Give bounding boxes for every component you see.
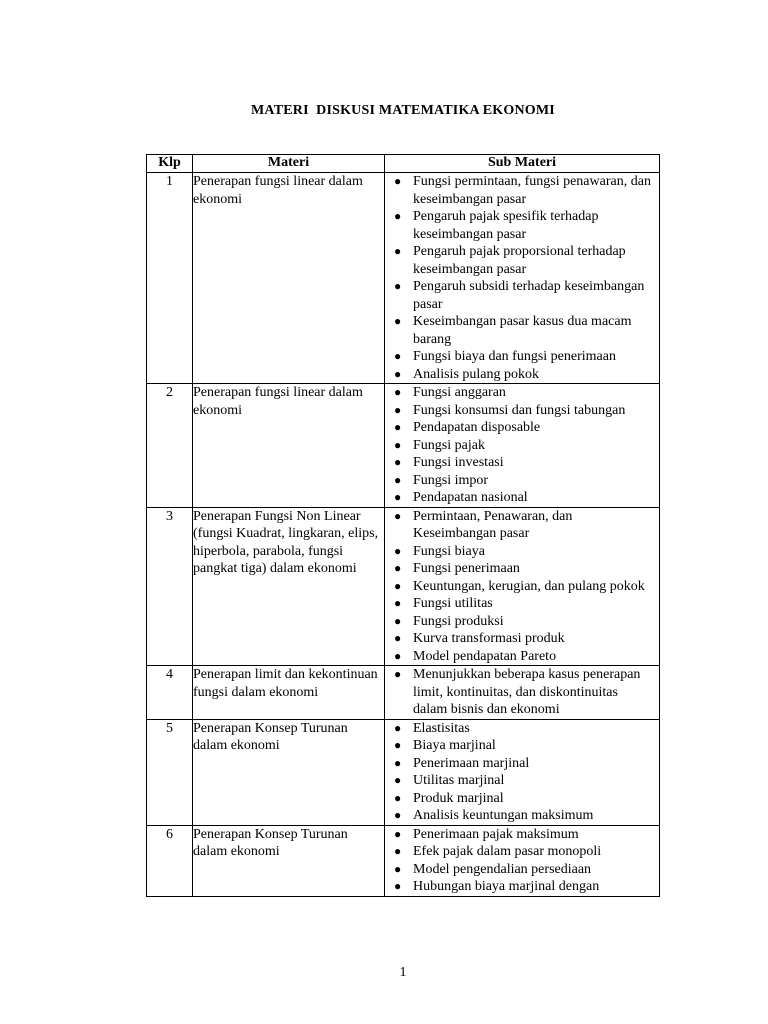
header-sub-materi: Sub Materi [385,155,660,173]
list-item [385,772,659,790]
bullet-icon: ● [394,314,402,328]
list-item [385,472,659,490]
sub-materi-text: Pengaruh pajak proporsional terhadap keseimbangan pasar [413,244,626,277]
sub-materi-cell [385,719,660,825]
klp-cell: 1 [147,173,193,384]
bullet-icon: ● [394,631,402,645]
sub-materi-text: Fungsi produksi [413,613,504,629]
bullet-icon: ● [394,455,402,469]
sub-materi-cell [385,666,660,720]
sub-materi-text: Keseimbangan pasar kasus dua macam barang [413,314,632,347]
bullet-icon: ● [394,420,402,434]
document-title: MATERI DISKUSI MATEMATIKA EKONOMI [251,103,555,118]
sub-materi-list [385,666,659,719]
sub-materi-text: Model pendapatan Pareto [413,648,557,664]
sub-materi-text: Pendapatan disposable [413,420,541,435]
sub-materi-text: Hubungan biaya marjinal dengan [413,879,600,894]
sub-materi-text: Produk marjinal [413,790,504,806]
list-item [385,826,659,844]
list-item [385,384,659,402]
materi-cell: Penerapan fungsi linear dalam ekonomi [193,384,385,508]
bullet-icon: ● [394,472,402,487]
list-item [385,861,659,879]
bullet-icon: ● [394,244,402,258]
table-header-row [147,155,660,173]
list-item [385,755,659,773]
sub-materi-text: Fungsi pajak [413,437,485,453]
bullet-icon: ● [394,826,402,841]
bullet-icon: ● [394,437,402,452]
bullet-icon: ● [394,349,402,363]
bullet-icon: ● [394,667,402,681]
sub-materi-text: Permintaan, Penawaran, dan Keseimbangan pasar [413,508,573,541]
bullet-icon: ● [394,648,402,663]
sub-materi-text: Fungsi utilitas [413,596,493,611]
materi-cell: Penerapan Fungsi Non Linear (fungsi Kuadrat, lingkaran, elips, hiperbola, parabola, fungsi pangkat tiga) dalam ekonomi [193,507,385,666]
list-item [385,348,659,366]
bullet-icon: ● [394,773,402,787]
sub-materi-cell [385,384,660,508]
table-row [147,825,660,896]
bullet-icon: ● [394,596,402,610]
klp-cell: 2 [147,384,193,508]
materi-cell: Penerapan Konsep Turunan dalam ekonomi [193,825,385,896]
bullet-icon: ● [394,879,402,893]
list-item [385,243,659,278]
sub-materi-text: Pendapatan nasional [413,490,528,505]
list-item [385,508,659,543]
bullet-icon: ● [394,385,402,399]
table-row [147,666,660,720]
sub-materi-text: Fungsi impor [413,472,489,488]
list-item [385,402,659,420]
sub-materi-text: Analisis pulang pokok [413,366,539,382]
sub-materi-text: Pengaruh subsidi terhadap keseimbangan pasar [413,279,645,312]
bullet-icon: ● [394,790,402,805]
sub-materi-text: Utilitas marjinal [413,773,505,788]
bullet-icon: ● [394,755,402,770]
bullet-icon: ● [394,613,402,628]
list-item [385,843,659,861]
sub-materi-text: Fungsi investasi [413,455,504,470]
sub-materi-text: Fungsi biaya [413,543,485,559]
sub-materi-text: Model pengendalian persediaan [413,861,592,877]
sub-materi-text: Kurva transformasi produk [413,631,565,646]
sub-materi-text: Menunjukkan beberapa kasus penerapan limit, kontinuitas, dan diskontinuitas dalam bisnis dan ekonomi [413,667,641,717]
sub-materi-text: Fungsi penerimaan [413,561,520,576]
list-item [385,630,659,648]
sub-materi-list [385,508,659,666]
materi-cell: Penerapan fungsi linear dalam ekonomi [193,173,385,384]
bullet-icon: ● [394,209,402,223]
sub-materi-text: Pengaruh pajak spesifik terhadap keseimbangan pasar [413,209,599,242]
bullet-icon: ● [394,808,402,822]
sub-materi-text: Biaya marjinal [413,738,496,753]
bullet-icon: ● [394,508,402,523]
list-item [385,595,659,613]
sub-materi-list [385,826,659,896]
sub-materi-text: Fungsi konsumsi dan fungsi tabungan [413,402,626,418]
list-item [385,578,659,596]
bullet-icon: ● [394,561,402,575]
list-item [385,613,659,631]
materi-cell: Penerapan Konsep Turunan dalam ekonomi [193,719,385,825]
sub-materi-text: Efek pajak dalam pasar monopoli [413,844,602,859]
list-item [385,648,659,666]
sub-materi-text: Elastisitas [413,720,470,736]
materi-table [146,154,660,897]
header-klp: Klp [147,155,193,173]
list-item [385,454,659,472]
sub-materi-text: Keuntungan, kerugian, dan pulang pokok [413,578,645,594]
sub-materi-text: Fungsi anggaran [413,385,506,400]
sub-materi-list [385,384,659,507]
bullet-icon: ● [394,402,402,417]
bullet-icon: ● [394,543,402,558]
table-row [147,507,660,666]
list-item [385,560,659,578]
bullet-icon: ● [394,861,402,876]
list-item [385,878,659,896]
list-item [385,807,659,825]
bullet-icon: ● [394,720,402,735]
list-item [385,489,659,507]
list-item [385,313,659,348]
list-item [385,173,659,208]
klp-cell: 3 [147,507,193,666]
klp-cell: 5 [147,719,193,825]
list-item [385,790,659,808]
sub-materi-text: Penerimaan marjinal [413,755,530,771]
table-row [147,384,660,508]
list-item [385,666,659,719]
list-item [385,419,659,437]
list-item [385,278,659,313]
table-row [147,719,660,825]
sub-materi-list [385,720,659,825]
sub-materi-text: Analisis keuntungan maksimum [413,808,594,823]
page-number: 1 [399,965,407,980]
table-body [147,173,660,897]
header-materi: Materi [193,155,385,173]
list-item [385,437,659,455]
bullet-icon: ● [394,174,402,188]
bullet-icon: ● [394,366,402,381]
klp-cell: 4 [147,666,193,720]
bullet-icon: ● [394,578,402,593]
sub-materi-cell [385,507,660,666]
bullet-icon: ● [394,738,402,752]
list-item [385,208,659,243]
bullet-icon: ● [394,279,402,293]
sub-materi-list [385,173,659,383]
materi-cell: Penerapan limit dan kekontinuan fungsi dalam ekonomi [193,666,385,720]
list-item [385,720,659,738]
bullet-icon: ● [394,844,402,858]
list-item [385,737,659,755]
table-row [147,173,660,384]
list-item [385,366,659,384]
sub-materi-cell [385,825,660,896]
sub-materi-cell [385,173,660,384]
sub-materi-text: Fungsi biaya dan fungsi penerimaan [413,349,616,364]
sub-materi-text: Penerimaan pajak maksimum [413,826,579,842]
bullet-icon: ● [394,490,402,504]
sub-materi-text: Fungsi permintaan, fungsi penawaran, dan keseimbangan pasar [413,174,651,207]
klp-cell: 6 [147,825,193,896]
list-item [385,543,659,561]
